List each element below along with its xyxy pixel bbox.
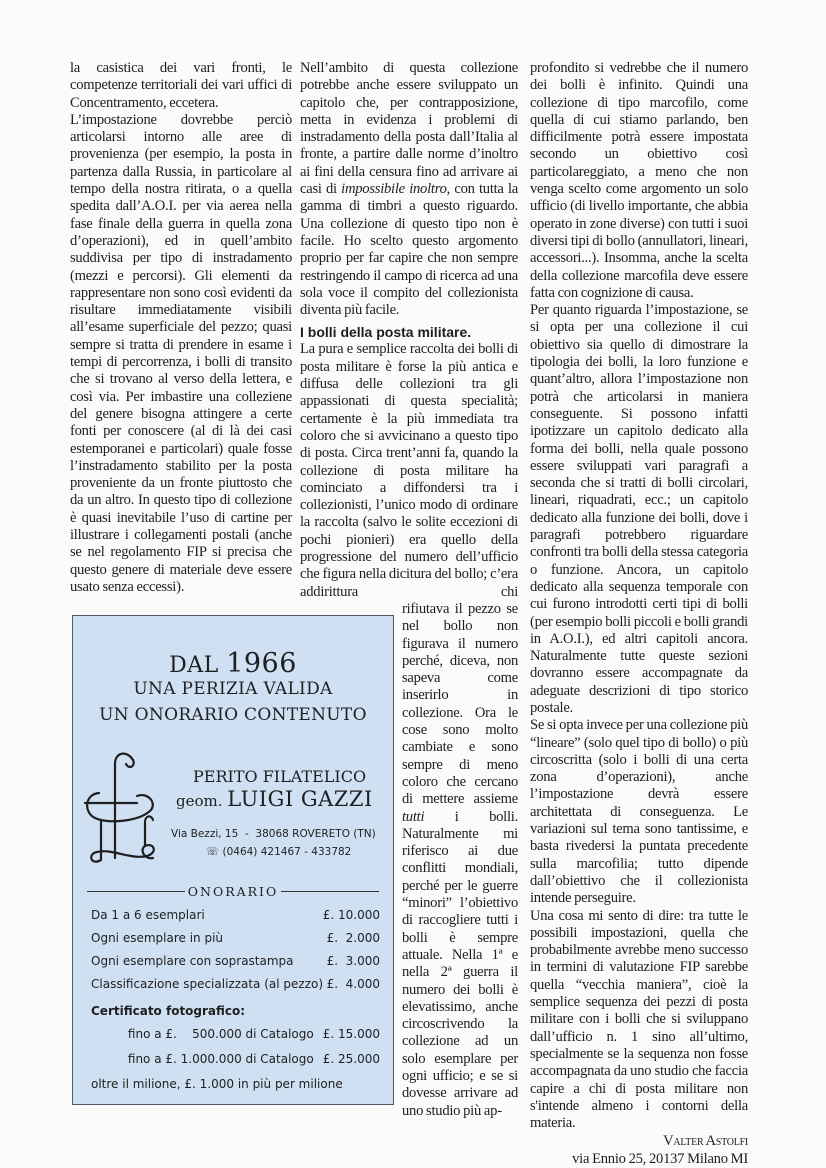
text-run: Nell’ambito di questa collezione potrebbe anche essere sviluppato un capitolo che, per contrapposizione, metta in evidenza i problemi di instradamento della posta dall’Italia al fronte, a partire dalle norme d’inoltro ai fini della censura fino ad arrivare ai casi di <box>300 60 518 198</box>
certificate-price: £. 25.000 <box>322 1052 380 1066</box>
text-run: i bolli. Naturalmente mi riferisco ai due conflitti mondiali, perché per le guerre “minori” l’obiettivo di raccogliere tutti i bolli è sempre attuale. Nella 1ª e nella 2ª guerra il numero dei bolli è elevatissimo, anche circoscrivendo la collezione ad un solo esemplare per ogni ufficio; e se si dovesse arrivare ad uno studio più ap- <box>402 808 518 1119</box>
text-run: , con tutta la gamma di timbri a questo riguardo. Una collezione di questo tipo non è facile. Ho scelto questo argomento proprio per far capire che non sempre restringendo il campo di ricerca ad una sola voce il compito del collezionista diventa più facile. <box>300 181 518 319</box>
paragraph: Per quanto riguarda l’impostazione, se si opta per una collezione il cui obiettivo sia quello di dimostrare la tipologia dei bolli, la loro funzione e quant’altro, allora l’impostazione non potrà che articolarsi in maniera conseguente. Si possono infatti ipotizzare un capitolo dedicato alla forma dei bolli, nella quale possono essere sviluppati vari paragrafi a seconda che si tratti di bolli circolari, lineari, riquadrati, ecc.; un capitolo dedicato alla funzione dei bolli, dove i paragrafi potrebbero riguardare confronti tra bolli della stessa categoria o funzione. Ancora, un capitolo dedicato alla sequenza temporale con cui furono introdotti certi tipi di bolli (per esempio bolli piccoli e bolli grandi in A.O.I.), ed altri capitoli ancora. Naturalmente tutte queste sezioni dovranno essere accompagnate da adeguate descrizioni di tipo storico postale. <box>530 302 748 716</box>
certificate-heading: Certificato fotografico: <box>91 1004 246 1018</box>
paragraph: profondito si vedrebbe che il numero dei bolli è infinito. Quindi una collezione di tipo marcofilo, come quella di cui stiamo parlando, ben difficilmente potrà essere impostata secondo un obiettivo così particolareggiato, a meno che non venga scelto come argomento un solo ufficio (di livello importante, che abbia operato in zone diverse) con tutti i suoi diversi tipi di bollo (annullatori, lineari, accessori...). Insomma, anche la scelta della collezione marcofila deve essere fatta con cognizione di causa. <box>530 60 748 301</box>
paragraph: Una cosa mi sento di dire: tra tutte le possibili impostazioni, quella che probabilmente avrebbe meno successo in termini di valutazione FIP sarebbe quella “vecchia maniera”, cioè la semplice sequenza dei pezzi di posta militare con i bolli che si sviluppano dall’ufficio n. 1 sino all’ultimo, specialmente se la sequenza non fosse accompagnata da uno studio che faccia capire a chi di posta militare non s'intende almeno i contorni della materia. <box>530 907 748 1132</box>
ad-name <box>176 787 373 811</box>
ad-tagline-2: UN ONORARIO CONTENUTO <box>99 705 367 725</box>
monogram-logo-icon <box>81 748 161 873</box>
fee-label: Da 1 a 6 esemplari <box>91 908 205 922</box>
paragraph: Se si opta invece per una collezione più “lineare” (solo quel tipo di bollo) o più circoscritta (solo i bolli di una certa zona d’operazioni), anche l’impostazione devrà essere architettata di conseguenza. Le variazioni sul tema sono tantissime, e basta rivedersi la puntata precedente sulla marcofilia; tutto dipende dall’obiettivo che il collezionista intende perseguire. <box>530 717 748 907</box>
ad-tagline-1: UNA PERIZIA VALIDA <box>133 679 333 699</box>
ad-title: PERITO FILATELICO <box>193 767 367 786</box>
fee-label: Classificazione specializzata (al pezzo) <box>91 977 324 991</box>
fee-price: £. 3.000 <box>326 954 380 968</box>
ad-phone-number: (0464) 421467 - 433782 <box>222 846 352 858</box>
fee-row <box>91 931 380 945</box>
fees-heading <box>87 884 379 899</box>
author-address: via Ennio 25, 20137 Milano MI <box>572 1150 748 1167</box>
fee-label: Ogni esemplare in più <box>91 931 224 945</box>
paragraph: la casistica dei vari fronti, le competenze territoriali dei vari uffici di Concentramento, eccetera. <box>70 60 292 111</box>
telephone-icon: ☏ <box>206 846 220 858</box>
fee-row <box>91 954 380 968</box>
paragraph: L’impostazione dovrebbe perciò articolarsi intorno alle aree di provenienza (per esempio, la posta in partenza dalla Russia, in particolare al tempo della nostra ritirata, o a quella spedita dall’A.O.I. per via aerea nella fase finale della guerra in quella zona d’operazioni), ed in quell’ambito suddivisa per tipo di instradamento (mezzi e percorsi). Gli elementi da rappresentare non sono così evidenti da risultare immediatamente visibili all’esame superficiale del pezzo; quasi sempre si tratta di prendere in esame i tempi di percorrenza, i bolli di transito che si trovano al verso della lettera, e così via. Per imbastire una colleziene del genere bisogna attingere a certe fonti per conoscere (al di là dei casi estemporanei e particolari) quale fosse l’instradamento stabilito per la posta proveniente da un fronte piuttosto che da un altro. In questo tipo di collezione è quasi inevitabile l’uso di cartine per illustrare i collegamenti postali (anche se nel regolamento FIP si precisa che questo genere di materiale deve essere usato senza eccessi). <box>70 111 292 595</box>
paragraph <box>300 60 518 319</box>
italic-text: tutti <box>402 808 425 825</box>
certificate-extra: oltre il milione, £. 1.000 in più per milione <box>91 1077 343 1091</box>
italic-text: impossibile inoltro <box>341 181 447 198</box>
fee-row <box>91 908 380 922</box>
ad-headline <box>73 648 393 679</box>
divider <box>87 891 185 892</box>
advertisement-box <box>72 615 394 1105</box>
ad-headline-prefix: DAL <box>169 653 219 678</box>
article-column-2-narrow <box>402 601 518 1120</box>
ad-name-main: LUIGI GAZZI <box>227 787 373 811</box>
paragraph <box>402 601 518 1120</box>
text-run: rifiutava il pezzo se nel bollo non figurava il numero perché, diceva, non sapeva come inserirlo in collezione. Ora le cose sono molto cambiate e sono sempre di meno coloro che cercano di mettere assieme <box>402 601 518 808</box>
certificate-label: fino a £. 500.000 di Catalogo <box>127 1027 314 1041</box>
paragraph: La pura e semplice raccolta dei bolli di posta militare è forse la più antica e diffusa delle collezioni tra gli appassionati di questa specialità; certamente è la più immediata tra coloro che si avvicinano a questo tipo di posta. Circa trent’anni fa, quando la collezione di posta militare ha cominciato a diffondersi tra i collezionisti, l’unico modo di ordinare la raccolta (salvo le solite eccezioni di pochi pionieri) era quello della progressione del numero dell’ufficio che figura nella dicitura del bollo; c’era addirittura chi <box>300 341 518 600</box>
section-heading: I bolli della posta militare. <box>300 324 472 341</box>
fees-heading-label: ONORARIO <box>187 884 279 899</box>
fee-label: Ogni esemplare con soprastampa <box>91 954 294 968</box>
author-name: Valter Astolfi <box>663 1133 748 1150</box>
ad-headline-year: 1966 <box>226 648 297 679</box>
fee-price: £. 4.000 <box>326 977 380 991</box>
certificate-row <box>128 1052 380 1066</box>
certificate-label: fino a £. 1.000.000 di Catalogo <box>127 1052 314 1066</box>
article-column-2 <box>300 60 518 601</box>
divider <box>281 891 379 892</box>
certificate-row <box>128 1027 380 1041</box>
ad-phone <box>206 846 351 858</box>
ad-address: Via Bezzi, 15 - 38068 ROVERETO (TN) <box>171 828 376 840</box>
article-column-3 <box>530 60 748 1168</box>
ad-name-prefix: geom. <box>176 792 223 810</box>
certificate-price: £. 15.000 <box>322 1027 380 1041</box>
fee-price: £. 10.000 <box>322 908 380 922</box>
fee-price: £. 2.000 <box>326 931 380 945</box>
fee-row <box>91 977 380 991</box>
article-column-1 <box>70 60 292 596</box>
